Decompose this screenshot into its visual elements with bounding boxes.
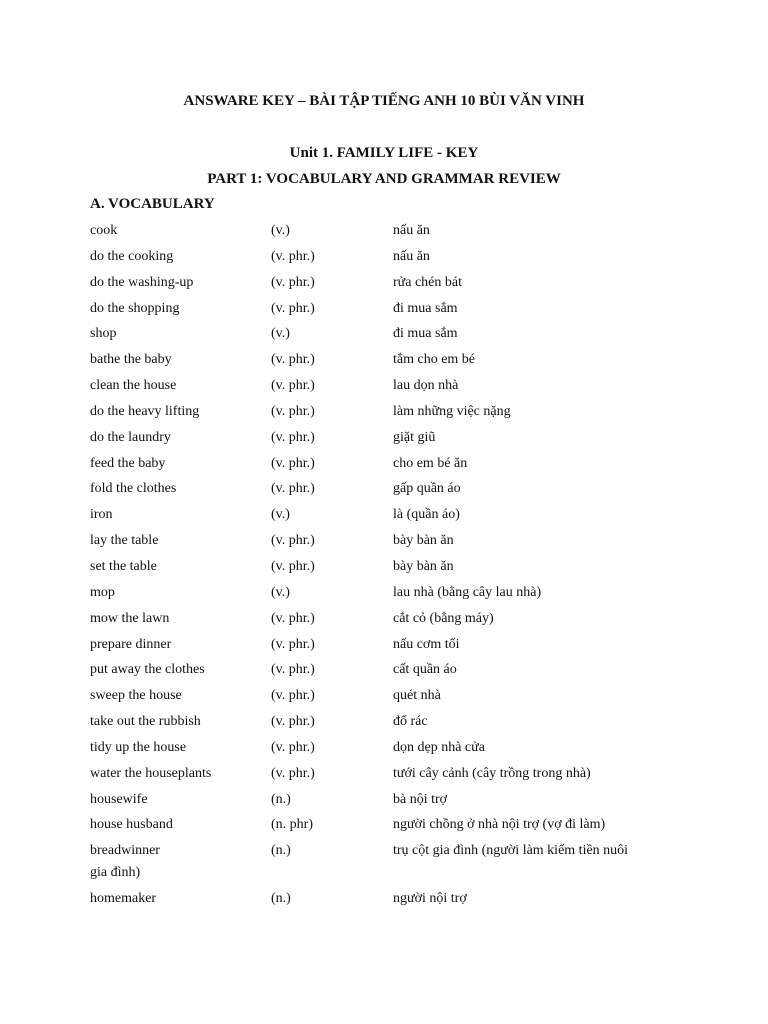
vocabulary-term: tidy up the house: [90, 739, 187, 755]
part-of-speech: (v. phr.): [271, 636, 315, 652]
vocabulary-term: do the heavy lifting: [90, 403, 200, 419]
part-of-speech: (v. phr.): [271, 765, 315, 781]
vocabulary-row: [90, 248, 690, 274]
vocabulary-row: [90, 403, 690, 429]
vocabulary-meaning: đi mua sắm: [393, 300, 458, 316]
vocabulary-row: [90, 429, 690, 455]
vocabulary-term: do the shopping: [90, 300, 180, 316]
vocabulary-term: bathe the baby: [90, 352, 172, 368]
vocabulary-row: [90, 584, 690, 610]
part-of-speech: (v. phr.): [271, 274, 315, 290]
vocabulary-row: [90, 713, 690, 739]
vocabulary-term: clean the house: [90, 378, 177, 394]
vocabulary-term: mow the lawn: [90, 610, 170, 626]
part-of-speech: (v. phr.): [271, 455, 315, 471]
vocabulary-row: [90, 687, 690, 713]
part-of-speech: (n. phr): [271, 817, 313, 833]
part-of-speech: (v.): [271, 326, 290, 342]
vocabulary-row: [90, 274, 690, 300]
vocabulary-meaning: là (quần áo): [393, 507, 460, 523]
vocabulary-meaning-continued: gia đình): [90, 865, 141, 881]
vocabulary-term: shop: [90, 326, 117, 342]
vocabulary-row: [90, 765, 690, 791]
vocabulary-meaning: tắm cho em bé: [393, 352, 476, 368]
part-of-speech: (v. phr.): [271, 688, 315, 704]
part-of-speech: (n.): [271, 891, 291, 907]
vocabulary-row: [90, 325, 690, 351]
vocabulary-meaning: nấu cơm tối: [393, 636, 460, 652]
vocabulary-term: breadwinner: [90, 843, 160, 859]
vocabulary-meaning: quét nhà: [393, 688, 441, 704]
vocabulary-row: [90, 300, 690, 326]
vocabulary-row: [90, 661, 690, 687]
vocabulary-meaning: làm những việc nặng: [393, 403, 511, 419]
vocabulary-row: [90, 610, 690, 636]
vocabulary-row: [90, 455, 690, 481]
vocabulary-row: [90, 506, 690, 532]
vocabulary-term: fold the clothes: [90, 481, 177, 497]
part-of-speech: (n.): [271, 843, 291, 859]
part-of-speech: (v. phr.): [271, 714, 315, 730]
vocabulary-meaning: lau dọn nhà: [393, 378, 459, 394]
vocabulary-meaning: giặt giũ: [393, 429, 436, 445]
vocabulary-meaning: cho em bé ăn: [393, 455, 468, 471]
vocabulary-term: lay the table: [90, 533, 159, 549]
part-of-speech: (v. phr.): [271, 378, 315, 394]
vocabulary-meaning: đi mua sắm: [393, 326, 458, 342]
vocabulary-row: [90, 791, 690, 817]
vocabulary-term: do the laundry: [90, 429, 171, 445]
vocabulary-row: [90, 532, 690, 558]
part-of-speech: (v.): [271, 507, 290, 523]
vocabulary-row: [90, 480, 690, 506]
vocabulary-term: housewife: [90, 791, 148, 807]
vocabulary-meaning: nấu ăn: [393, 223, 430, 238]
part-title: PART 1: VOCABULARY AND GRAMMAR REVIEW: [207, 171, 561, 187]
part-of-speech: (v. phr.): [271, 662, 315, 678]
vocabulary-term: water the houseplants: [90, 765, 212, 781]
vocabulary-term: set the table: [90, 558, 157, 574]
section-title: A. VOCABULARY: [90, 196, 215, 212]
vocabulary-meaning: nấu ăn: [393, 248, 430, 264]
vocabulary-term: put away the clothes: [90, 662, 205, 678]
vocabulary-row: [90, 636, 690, 662]
part-of-speech: (v. phr.): [271, 739, 315, 755]
vocabulary-row: [90, 816, 690, 842]
part-of-speech: (v. phr.): [271, 429, 315, 445]
part-of-speech: (v.): [271, 223, 290, 238]
vocabulary-meaning: người nội trợ: [393, 891, 467, 907]
vocabulary-meaning: bày bàn ăn: [393, 558, 454, 574]
part-of-speech: (v. phr.): [271, 352, 315, 368]
vocabulary-term: cook: [90, 223, 118, 238]
vocabulary-meaning: bày bàn ăn: [393, 533, 454, 549]
vocabulary-meaning: cắt cỏ (bằng máy): [393, 610, 494, 626]
vocabulary-meaning: rửa chén bát: [393, 274, 462, 290]
vocabulary-meaning: người chồng ở nhà nội trợ (vợ đi làm): [393, 817, 606, 833]
vocabulary-meaning: gấp quần áo: [393, 481, 461, 497]
part-of-speech: (v. phr.): [271, 558, 315, 574]
part-of-speech: (n.): [271, 791, 291, 807]
vocabulary-row: [90, 739, 690, 765]
vocabulary-meaning: bà nội trợ: [393, 791, 448, 807]
vocabulary-term: feed the baby: [90, 455, 166, 471]
vocabulary-row: [90, 351, 690, 377]
vocabulary-row: [90, 558, 690, 584]
vocabulary-term: sweep the house: [90, 688, 182, 704]
vocabulary-term: take out the rubbish: [90, 714, 201, 730]
part-of-speech: (v. phr.): [271, 248, 315, 264]
part-of-speech: (v. phr.): [271, 300, 315, 316]
part-of-speech: (v.): [271, 584, 290, 600]
vocabulary-term: do the cooking: [90, 248, 174, 264]
part-of-speech: (v. phr.): [271, 610, 315, 626]
part-of-speech: (v. phr.): [271, 533, 315, 549]
vocabulary-meaning: dọn dẹp nhà cửa: [393, 739, 485, 755]
part-of-speech: (v. phr.): [271, 403, 315, 419]
vocabulary-meaning: cất quần áo: [393, 662, 457, 678]
vocabulary-meaning: đổ rác: [393, 714, 428, 730]
vocabulary-meaning: trụ cột gia đình (người làm kiếm tiền nuôi: [393, 843, 629, 859]
vocabulary-meaning: tưới cây cảnh (cây trồng trong nhà): [393, 765, 591, 781]
document-title: ANSWARE KEY – BÀI TẬP TIẾNG ANH 10 BÙI VĂN VINH: [183, 93, 585, 109]
vocabulary-row: [90, 890, 690, 916]
vocabulary-term: homemaker: [90, 891, 157, 907]
vocabulary-term: do the washing-up: [90, 274, 194, 290]
vocabulary-row: [90, 842, 690, 890]
vocabulary-list: [90, 222, 690, 916]
vocabulary-term: house husband: [90, 817, 173, 833]
vocabulary-row: [90, 377, 690, 403]
vocabulary-meaning: lau nhà (bằng cây lau nhà): [393, 584, 542, 600]
vocabulary-term: prepare dinner: [90, 636, 172, 652]
vocabulary-row: [90, 222, 690, 248]
part-of-speech: (v. phr.): [271, 481, 315, 497]
vocabulary-term: mop: [90, 584, 115, 600]
unit-title: Unit 1. FAMILY LIFE - KEY: [289, 145, 479, 161]
vocabulary-term: iron: [90, 507, 113, 523]
